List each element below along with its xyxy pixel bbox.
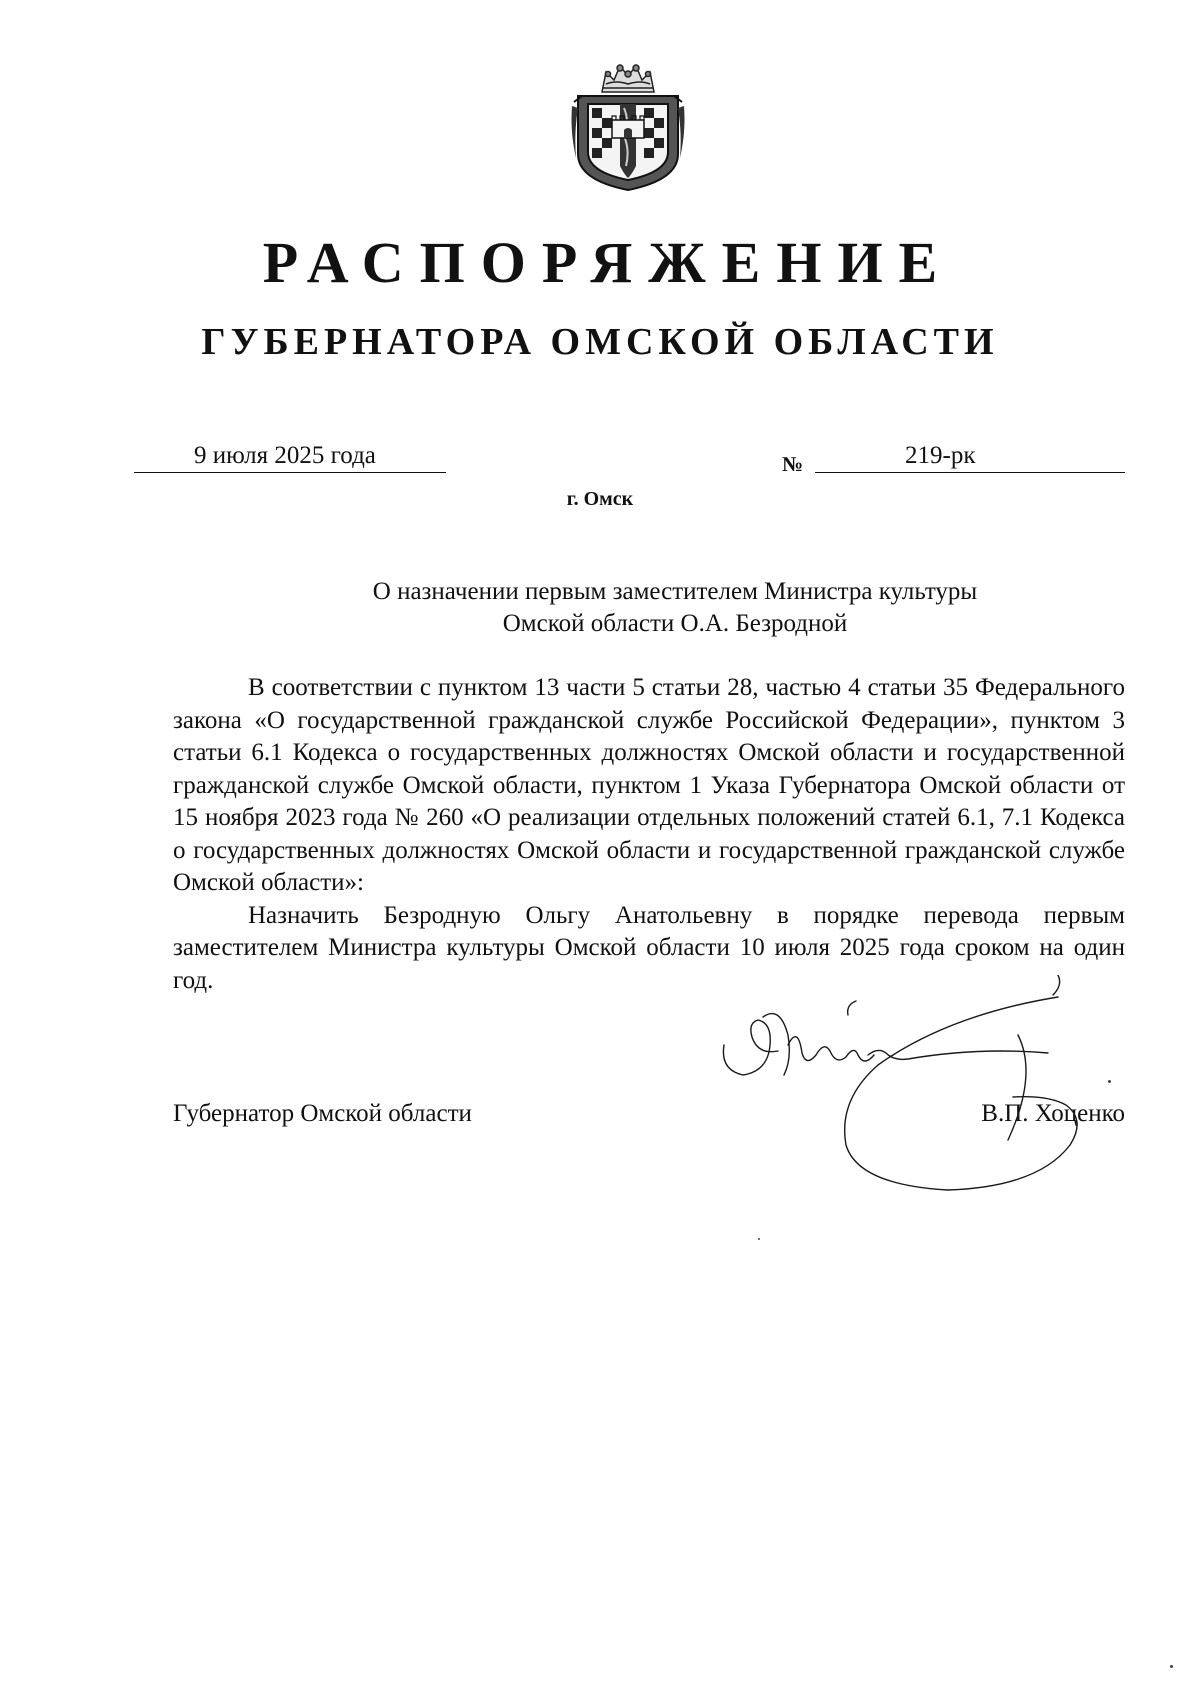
scan-speck — [1170, 1665, 1173, 1668]
document-date: 9 июля 2025 года — [134, 440, 446, 473]
subject-line-2: Омской области О.А. Безродной — [502, 610, 848, 637]
coat-of-arms-icon — [568, 62, 688, 192]
number-label: № — [782, 452, 804, 476]
document-subject — [300, 576, 1050, 640]
document-body — [173, 672, 1125, 997]
scan-speck — [758, 1238, 760, 1240]
subject-line-1: О назначении первым заместителем Министра культуры — [372, 578, 978, 605]
handwritten-signature — [718, 975, 1138, 1205]
signatory-name: В.П. Хоценко — [981, 1100, 1125, 1127]
document-city: г. Омск — [566, 488, 634, 510]
scan-speck — [1108, 1080, 1111, 1083]
signatory-position: Губернатор Омской области — [173, 1100, 472, 1127]
body-paragraph-2: Назначить Безродную Ольгу Анатольевну в порядке перевода первым заместителем Министра культуры Омской области 10 июля 2025 года сроком на один год. — [173, 901, 1125, 994]
document-title: РАСПОРЯЖЕНИЕ — [262, 230, 954, 295]
document-subtitle: ГУБЕРНАТОРА ОМСКОЙ ОБЛАСТИ — [201, 321, 999, 363]
body-paragraph-1: В соответствии с пунктом 13 части 5 статьи 28, частью 4 статьи 35 Федерального закона «О государственной гражданской службе Российской Федерации», пунктом 3 статьи 6.1 Кодекса о государственных должностях Омской области и государственной гражданской службе Омской области, пунктом 1 Указа Губернатора Омской области от 15 ноября 2023 года № 260 «О реализации отдельных положений статей 6.1, 7.1 Кодекса о государственных должностях Омской области и государственной гражданской службе Омской области»: — [173, 674, 1125, 896]
document-number: 219-рк — [815, 440, 1125, 473]
